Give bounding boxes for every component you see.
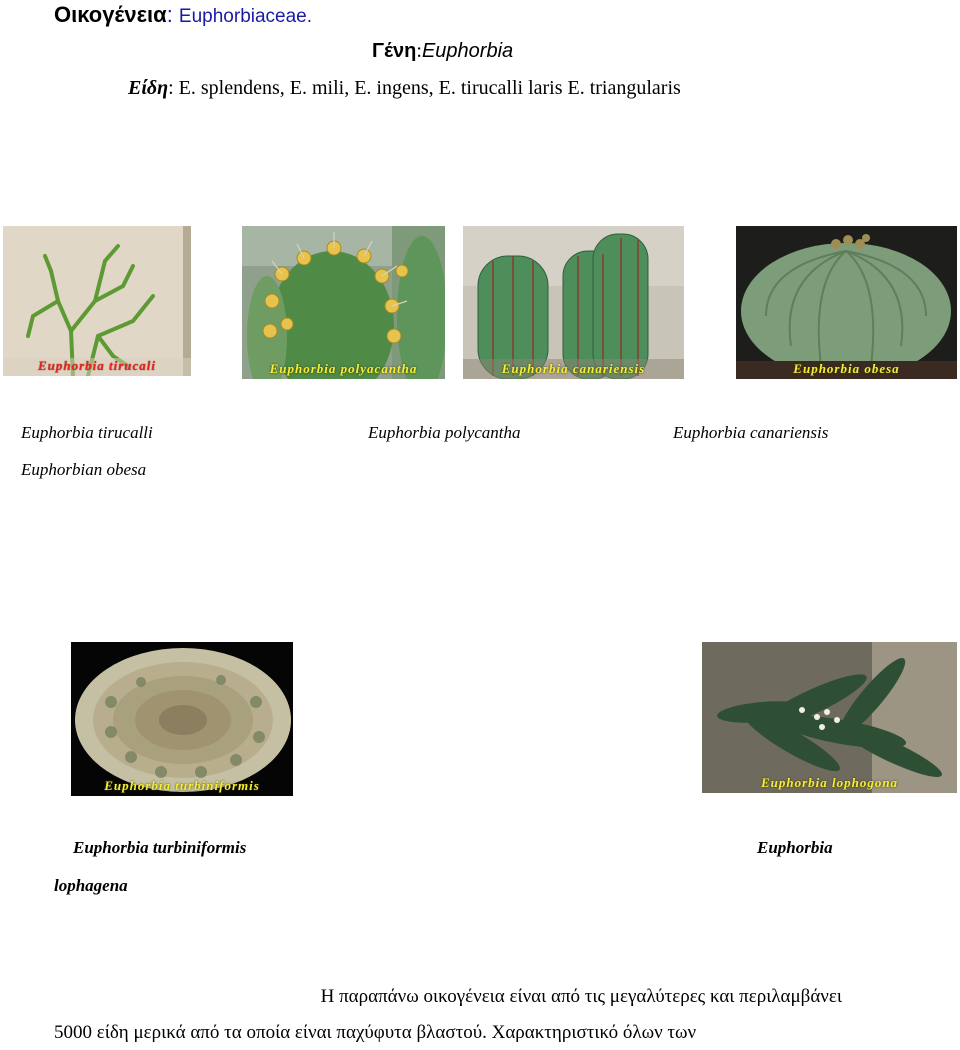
photo-overlay-label: Euphorbia lophogona (760, 775, 899, 790)
caption-tirucalli: Euphorbia tirucalli (21, 423, 153, 442)
family-value: Euphorbiaceae. (178, 6, 313, 27)
paragraph-line-2: 5000 είδη μερικά από τα οποία είναι παχύφυτα βλαστού. Χαρακτηριστικό όλων των (54, 1022, 697, 1043)
photo-overlay-label: Euphorbia turbiniformis (104, 778, 260, 793)
caption-lophagena-part1: Euphorbia (757, 838, 833, 857)
species-heading (128, 77, 681, 100)
species-value: : E. splendens, E. mili, E. ingens, E. tirucalli laris E. triangularis (168, 77, 681, 99)
photo-euphorbia-lophogona (702, 642, 957, 793)
family-label: Οικογένεια (54, 2, 167, 27)
family-separator: : (166, 2, 179, 27)
caption-canariensis: Euphorbia canariensis (673, 423, 829, 442)
photo-euphorbia-canariensis (463, 226, 684, 379)
caption-turbiniformis: Euphorbia turbiniformis (73, 838, 247, 857)
photo-overlay-label: Euphorbia polyacantha (269, 361, 418, 376)
paragraph-line-1: Η παραπάνω οικογένεια είναι από τις μεγαλύτερες και περιλαμβάνει (320, 986, 842, 1007)
genus-value: Euphorbia (421, 40, 514, 62)
photo-euphorbia-turbiniformis (71, 642, 293, 796)
caption-polycantha: Euphorbia polycantha (368, 423, 521, 442)
photo-overlay-label: Euphorbia obesa (793, 361, 900, 376)
caption-lophagena-part2: lophagena (54, 876, 128, 895)
family-heading (54, 2, 312, 28)
genus-separator: : (416, 40, 422, 62)
photo-overlay-label: Euphorbia canariensis (501, 361, 646, 376)
photo-overlay-label: Euphorbia tirucali (37, 358, 157, 373)
genus-heading (372, 40, 513, 63)
photo-euphorbia-tirucalli (3, 226, 191, 376)
caption-obesa: Euphorbian obesa (21, 460, 147, 479)
species-label: Είδη (128, 77, 169, 99)
genus-label: Γένη (372, 40, 417, 62)
photo-euphorbia-obesa (736, 226, 957, 379)
photo-euphorbia-polyacantha (242, 226, 445, 379)
